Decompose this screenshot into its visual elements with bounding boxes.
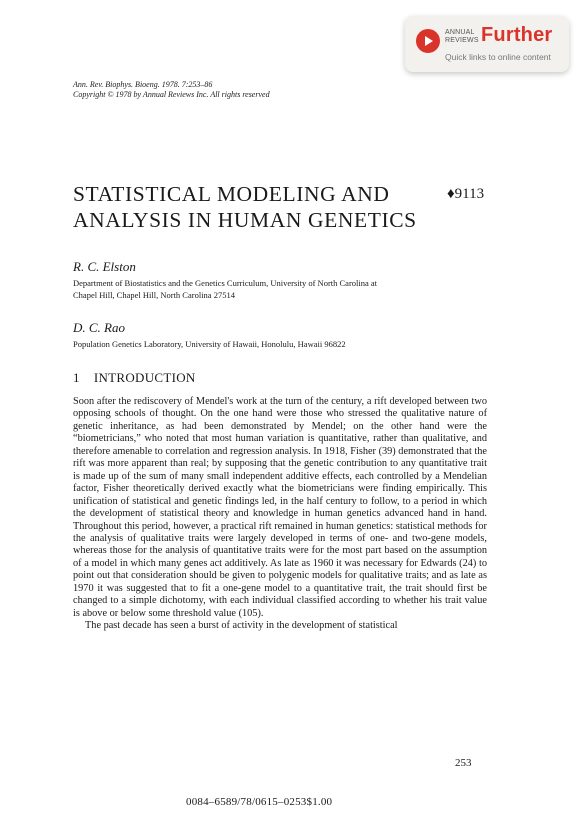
- section-number: 1: [73, 370, 80, 385]
- citation-line: Ann. Rev. Biophys. Bioeng. 1978. 7:253–86: [73, 80, 213, 89]
- copyright-line: Copyright © 1978 by Annual Reviews Inc. All rights reserved: [73, 90, 270, 99]
- author-affiliation: [73, 338, 493, 350]
- play-arrow-icon: [416, 29, 440, 53]
- page-number: 253: [455, 757, 472, 769]
- further-label: Further: [481, 24, 553, 46]
- brand-line-annual: ANNUAL: [445, 29, 475, 36]
- brand-logo-text: [445, 29, 479, 45]
- author-affiliation: [73, 277, 493, 301]
- footer-code: 0084–6589/78/0615–0253$1.00: [186, 796, 333, 808]
- journal-citation: [73, 80, 270, 100]
- body-text: [73, 396, 487, 633]
- section-title: INTRODUCTION: [93, 370, 196, 385]
- paragraph: The past decade has seen a burst of activity in the development of statistical: [85, 620, 398, 632]
- affiliation-line: Chapel Hill, Chapel Hill, North Carolina 27514: [73, 290, 235, 300]
- author-name: D. C. Rao: [73, 320, 125, 335]
- affiliation-line: Population Genetics Laboratory, University of Hawaii, Honolulu, Hawaii 96822: [73, 339, 346, 349]
- further-badge[interactable]: [405, 16, 569, 72]
- paragraph: Soon after the rediscovery of Mendel's work at the turn of the century, a rift developed between two opposing schools of thought. On the one hand were those who stressed the qualitative nature of genetic inheritance, as had been demonstrated by Mendel; on the other hand were the “biometricians,” who noted that most human variation is quantitative, rather than qualitative, and therefore amenable to correlation and regression analysis. In 1918, Fisher (39) demonstrated that the rift was more apparent than real; by supposing that the genetic contribution to any quantitative trait is made up of the sum of many small independent additive effects, each controlled by a Mendelian factor, Fisher theoretically derived exactly what the biometricians were finding empirically. This unification of statistical and genetic findings led, in the half century to follow, to a period in which the development of statistical theory and knowledge in human genetics advanced hand in hand. Throughout this period, however, a practical rift remained in human genetics: statistical methods for the analysis of qualitative traits were largely developed in terms of one- and two-gene models, whereas those for the analysis of quantitative traits were for the most part based on the assumption of a model in which many genes act additively. As late as 1960 it was necessary for Edwards (24) to point out that consideration should be given to polygenic models for qualitative traits; and as late as 1970 it was suggested that to fit a one-gene model to a quantitative trait, the trait should first be changed to a simple dichotomy, with each individual classified according to whether his trait value is above or below some threshold value (105).: [73, 396, 487, 619]
- article-code: ♦9113: [447, 186, 485, 202]
- section-heading: [73, 370, 196, 386]
- brand-line-reviews: REVIEWS: [445, 37, 479, 44]
- title-line-1: STATISTICAL MODELING AND: [73, 182, 390, 206]
- affiliation-line: Department of Biostatistics and the Genetics Curriculum, University of North Carolina at: [73, 278, 378, 288]
- further-tagline: Quick links to online content: [445, 52, 551, 62]
- article-title: [73, 181, 473, 233]
- author-name: R. C. Elston: [73, 259, 136, 274]
- title-line-2: ANALYSIS IN HUMAN GENETICS: [73, 208, 417, 232]
